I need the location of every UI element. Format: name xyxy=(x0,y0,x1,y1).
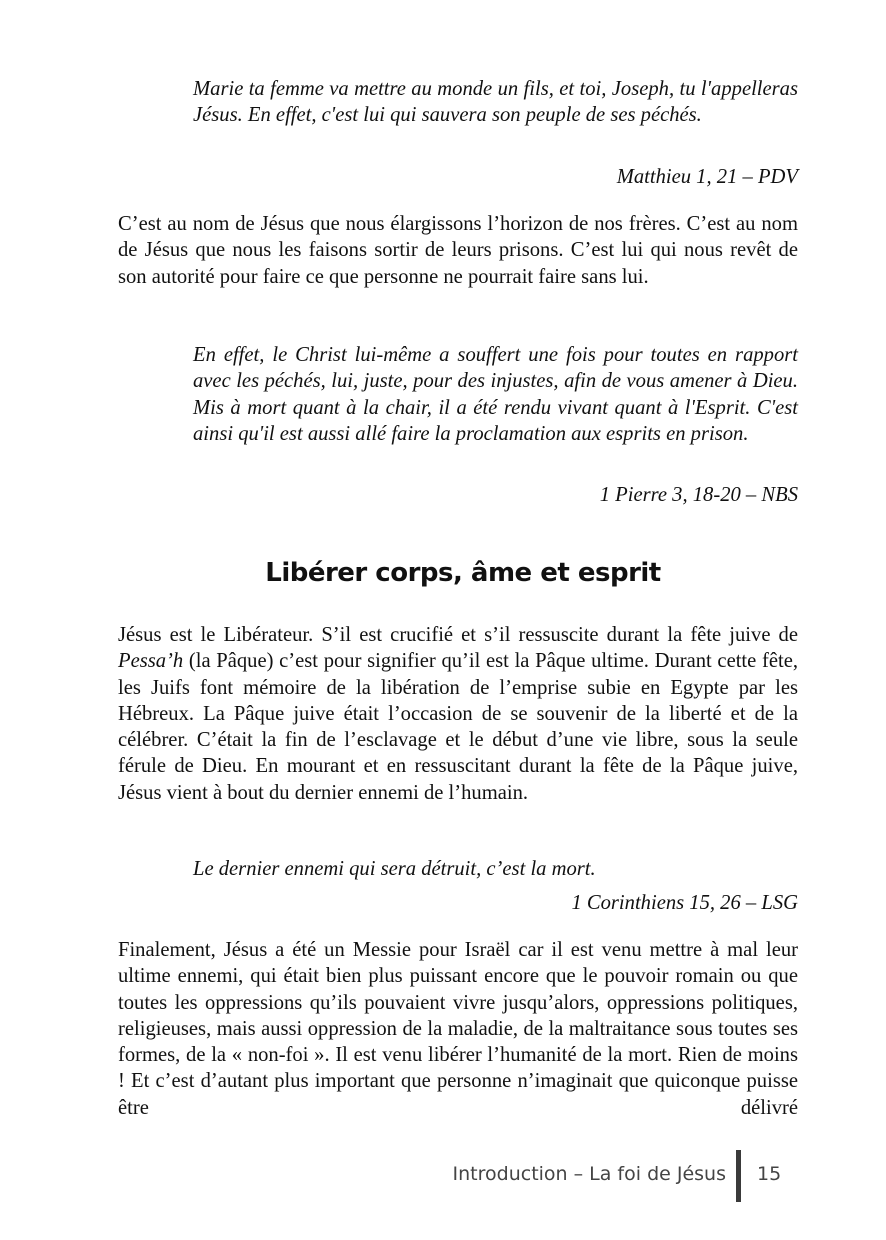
italic-term-pessah: Pessa’h xyxy=(118,650,184,673)
bible-quote-1-pierre: En effet, le Christ lui-même a souffert une fois pour toutes en rapport avec les péchés, lui, juste, pour des injustes, afin de vous amener à Dieu. Mis à mort quant à la chair, il a été rendu vivant quant à l'Esprit. C'est ainsi qu'il est aussi allé faire la proclamation aux esprits en prison. xyxy=(193,344,798,445)
section-heading: Libérer corps, âme et esprit xyxy=(265,558,661,588)
running-title: Introduction – La foi de Jésus xyxy=(452,1163,726,1185)
page-footer xyxy=(0,1150,886,1202)
paragraph-liberateur xyxy=(118,622,798,806)
page-number: 15 xyxy=(757,1163,782,1185)
paragraph-text: (la Pâque) c’est pour signifier qu’il est la Pâque ultime. Durant cette fête, les Juifs font mémoire de la libération de l’emprise subie en Egypte par les Hébreux. La Pâque juive était l’occasion de se souvenir de la liberté et de la célébrer. C’était la fin de l’esclavage et le début d’une vie libre, sous la seule férule de Dieu. En mourant et en ressuscitant durant la fête de la Pâque juive, Jésus vient à bout du dernier ennemi de l’humain. xyxy=(118,650,798,804)
paragraph-nom-de-jesus: C’est au nom de Jésus que nous élargissons l’horizon de nos frères. C’est au nom de Jésus que nous les faisons sortir de leurs prisons. C’est lui qui nous revêt de son autorité pour faire ce que personne ne pourrait faire sans lui. xyxy=(118,213,798,288)
quote-reference-matthieu: Matthieu 1, 21 – PDV xyxy=(616,166,798,188)
quote-reference-1-corinthiens: 1 Corinthiens 15, 26 – LSG xyxy=(571,892,798,914)
paragraph-messie: Finalement, Jésus a été un Messie pour Israël car il est venu mettre à mal leur ultime ennemi, qui était bien plus puissant encore que le pouvoir romain ou que toutes les oppressions qu’ils pouvaient vivre jusqu’alors, oppressions politiques, religieuses, mais aussi oppression de la maladie, de la maltraitance sous toutes ses formes, de la « non-foi ». Il est venu libérer l’humanité de la mort. Rien de moins ! Et c’est d’autant plus important que personne n’imaginait que quiconque puisse être délivré xyxy=(118,939,798,1119)
bible-quote-1-corinthiens: Le dernier ennemi qui sera détruit, c’est la mort. xyxy=(193,858,596,880)
quote-reference-1-pierre: 1 Pierre 3, 18-20 – NBS xyxy=(599,484,798,506)
paragraph-text: Jésus est le Libérateur. S’il est crucifié et s’il ressuscite durant la fête juive de xyxy=(118,624,798,646)
footer-divider xyxy=(736,1150,741,1202)
bible-quote-matthieu: Marie ta femme va mettre au monde un fils, et toi, Joseph, tu l'appelleras Jésus. En effet, c'est lui qui sauvera son peuple de ses péchés. xyxy=(193,78,798,127)
